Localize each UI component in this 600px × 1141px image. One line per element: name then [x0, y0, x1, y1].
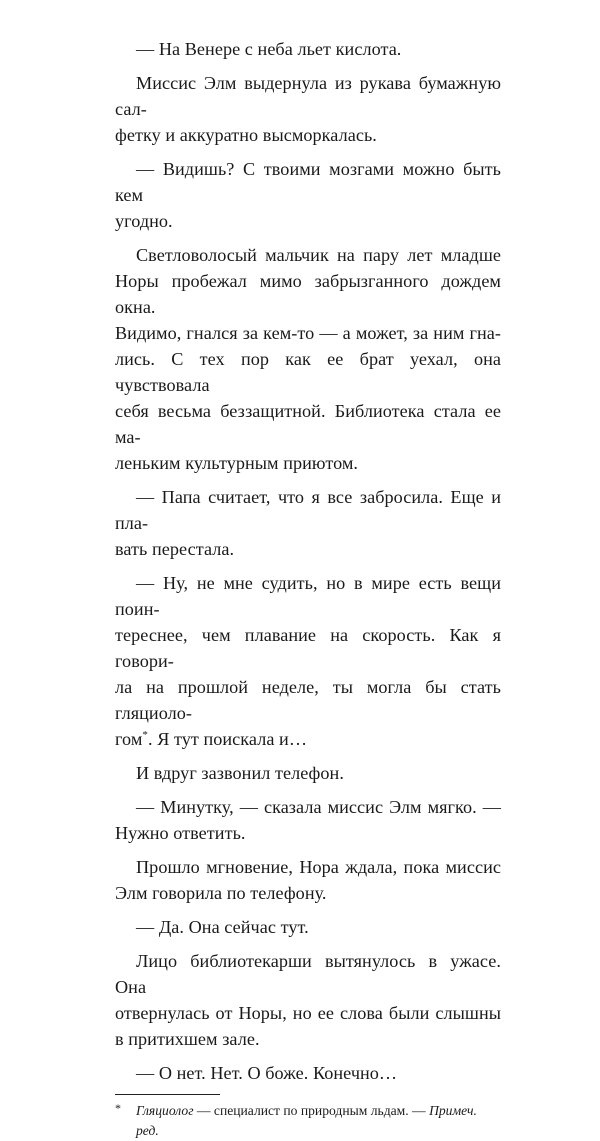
paragraph [115, 948, 501, 1052]
text-fragment: гом [115, 729, 143, 749]
paragraph [115, 36, 501, 62]
text-line: гом*. Я тут поискала и… [115, 728, 308, 749]
footnote-definition: — специалист по природным льдам. — [193, 1103, 430, 1118]
paragraph [115, 156, 501, 234]
text-line: Миссис Элм выдернула из рукава бумажную сал- [115, 73, 501, 119]
footnote-term: Гляциолог [136, 1103, 194, 1118]
text-line: леньким культурным приютом. [115, 453, 359, 473]
text-line: Нужно ответить. [115, 823, 246, 843]
text-line: фетку и аккуратно высморкалась. [115, 125, 377, 145]
text-line: Светловолосый мальчик на пару лет младше [136, 245, 501, 265]
paragraph [115, 242, 501, 476]
text-line: тереснее, чем плавание на скорость. Как я говори- [115, 625, 501, 671]
footnote-divider [115, 1094, 220, 1095]
footnote-note-label: Примеч. [429, 1103, 477, 1118]
text-line: — Папа считает, что я все забросила. Еще и пла- [115, 487, 501, 533]
text-line: угодно. [115, 211, 173, 231]
text-line: лись. С тех пор как ее брат уехал, она чувствовала [115, 349, 501, 395]
book-page [115, 36, 501, 1141]
text-line: — О нет. Нет. О боже. Конечно… [136, 1063, 398, 1083]
text-line: — Минутку, — сказала миссис Элм мягко. — [136, 797, 501, 817]
paragraph [115, 570, 501, 752]
text-line: Прошло мгновение, Нора ждала, пока миссис [136, 857, 501, 877]
text-line: — Да. Она сейчас тут. [136, 917, 309, 937]
text-line: вать перестала. [115, 539, 235, 559]
footnote-reference[interactable]: * [142, 728, 148, 741]
paragraph [115, 1060, 501, 1086]
paragraph [115, 914, 501, 940]
text-line: Видимо, гнался за кем-то — а может, за ним гна- [115, 323, 501, 343]
footnote-marker: * [115, 1101, 121, 1115]
text-line: Лицо библиотекарши вытянулось в ужасе. Она [115, 951, 501, 997]
text-line: Норы пробежал мимо забрызганного дождем окна. [115, 271, 501, 317]
footnote [115, 1101, 501, 1141]
text-fragment: Я тут поискала и… [157, 729, 308, 749]
text-line: ла на прошлой неделе, ты могла бы стать гляциоло- [115, 677, 501, 723]
text-line: Элм говорила по телефону. [115, 883, 327, 903]
paragraph [115, 760, 501, 786]
paragraph [115, 854, 501, 906]
text-line: — На Венере с неба льет кислота. [136, 39, 402, 59]
text-line: отвернулась от Норы, но ее слова были слышны [115, 1003, 501, 1023]
footnote-note-label-2: ред. [136, 1123, 159, 1138]
text-line: в притихшем зале. [115, 1029, 260, 1049]
text-line: И вдруг зазвонил телефон. [136, 763, 344, 783]
paragraph [115, 70, 501, 148]
text-line: — Ну, не мне судить, но в мире есть вещи поин- [115, 573, 501, 619]
paragraph [115, 794, 501, 846]
paragraph [115, 484, 501, 562]
text-line: себя весьма беззащитной. Библиотека стала ее ма- [115, 401, 501, 447]
text-line: — Видишь? С твоими мозгами можно быть кем [115, 159, 501, 205]
